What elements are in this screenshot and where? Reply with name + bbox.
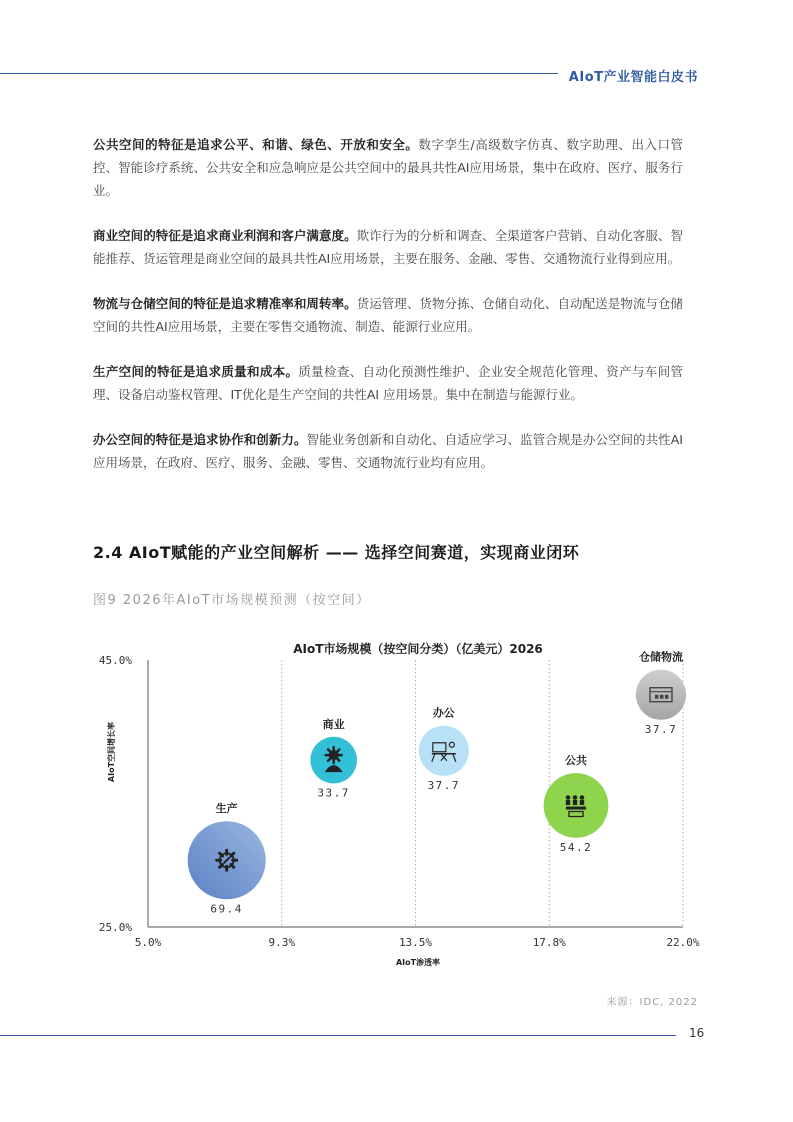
bubble-name-label: 商业 [322, 717, 345, 731]
bubble-value-label: 33.7 [317, 786, 350, 800]
figure-caption: 图9 2026年AIoT市场规模预测（按空间） [93, 593, 371, 608]
bubble-value-label: 37.7 [427, 778, 461, 792]
x-tick-label: 9.3% [268, 936, 295, 949]
paragraph-logistics: 物流与仓储空间的特征是追求精准率和周转率。货运管理、货物分拣、仓储自动化、自动配送是物流与仓储空间的共性AI应用场景，主要在零售交通物流、制造、能源行业应用。 [93, 296, 683, 334]
x-tick-label: 5.0% [134, 936, 162, 949]
source-note: 来源：IDC, 2022 [606, 997, 698, 1008]
header-title: AIoT产业智能白皮书 [568, 70, 698, 85]
bubble-value-label: 37.7 [644, 722, 678, 736]
bubble [636, 650, 686, 736]
chart-bubbles [188, 650, 686, 916]
y-tick-label: 25.0% [98, 921, 132, 934]
bubble [419, 706, 469, 792]
paragraph-public: 公共空间的特征是追求公平、和谐、绿色、开放和安全。数字孪生/高级数字仿真、数字助理、出入口管控、智能诊疗系统、公共安全和应急响应是公共空间中的最具共性AI应用场景，集中在政府、医疗、服务行业。 [93, 137, 683, 198]
bubble-mark [544, 773, 609, 838]
bubble-name-label: 办公 [432, 706, 455, 720]
bubble [310, 717, 357, 800]
chart-ticks [99, 654, 700, 949]
bubble-name-label: 生产 [215, 802, 238, 816]
bubble-name-label: 仓储物流 [638, 650, 683, 664]
page-number: 16 [689, 1026, 705, 1040]
bubble-mark [419, 726, 469, 776]
bubble [544, 753, 609, 854]
paragraph-commercial: 商业空间的特征是追求商业利润和客户满意度。欺诈行为的分析和调查、全渠道客户营销、自动化客服、智能推荐、货运管理是商业空间的最具共性AI应用场景，主要在服务、金融、零售、交通物流行业得到应用。 [93, 228, 683, 266]
bubble-name-label: 公共 [565, 754, 587, 768]
footer-rule [0, 1035, 676, 1036]
paragraph-production: 生产空间的特征是追求质量和成本。质量检查、自动化预测性维护、企业安全规范化管理、资产与车间管理、设备启动鉴权管理、IT优化是生产空间的共性AI 应用场景。集中在制造与能源行业。 [93, 364, 683, 402]
chart-title: AIoT市场规模（按空间分类）（亿美元）2026 [293, 642, 543, 656]
x-axis-label: AIoT渗透率 [395, 958, 441, 967]
x-tick-label: 13.5% [398, 936, 433, 949]
bubble [188, 801, 266, 915]
bubble-value-label: 54.2 [559, 840, 593, 854]
gear-wrench-icon [217, 850, 237, 870]
y-axis-label: AIoT空间增长率 [107, 721, 116, 783]
bubble-value-label: 69.4 [210, 902, 243, 916]
x-tick-label: 17.8% [532, 936, 566, 949]
y-tick-label: 45.0% [98, 654, 132, 667]
section-title: 2.4 AIoT赋能的产业空间解析 —— 选择空间赛道，实现商业闭环 [93, 543, 580, 562]
x-tick-label: 22.0% [666, 936, 700, 949]
paragraph-office: 办公空间的特征是追求协作和创新力。智能业务创新和自动化、自适应学习、监管合规是办公空间的共性AI应用场景，在政府、医疗、服务、金融、零售、交通物流行业均有应用。 [93, 432, 683, 470]
